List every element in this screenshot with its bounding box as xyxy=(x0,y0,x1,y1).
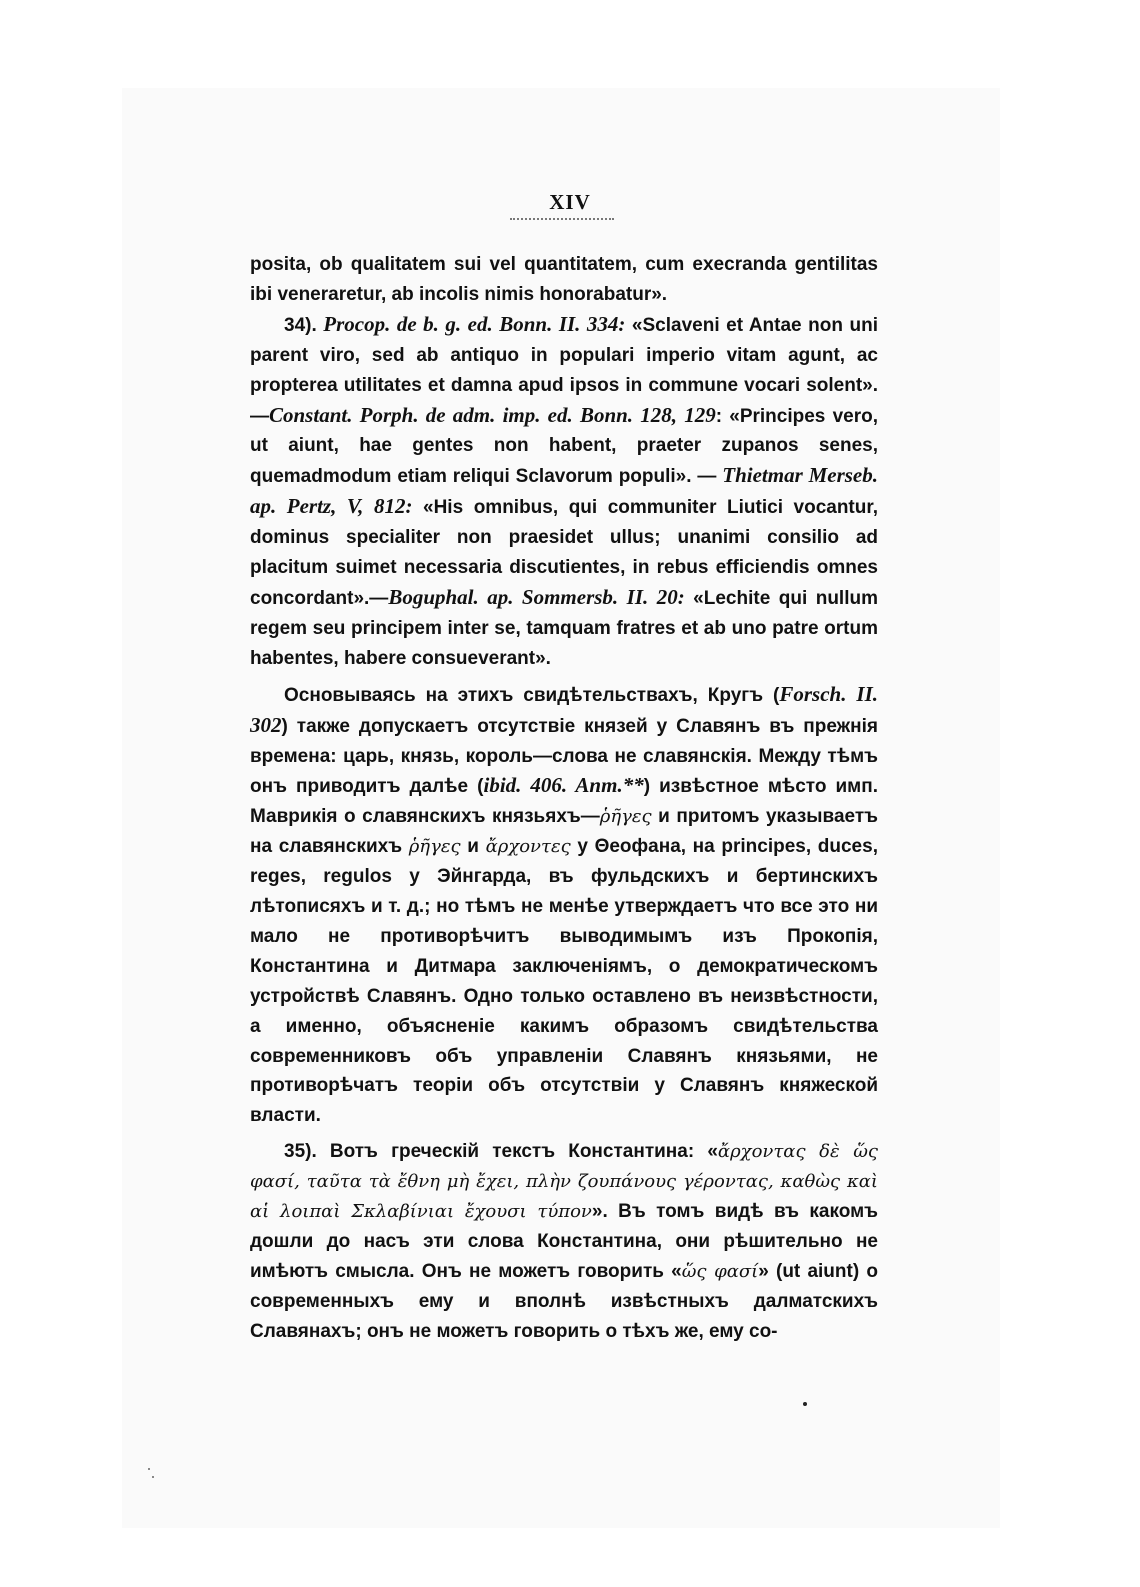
text-run: «Lechite qui nullum regem seu principem inter se, tamquam fratres et ab uno patre ortum habentes, habere consueverant». xyxy=(250,587,878,669)
greek-text: ἄρχοντας δὲ ὥς φασί, ταῦτα τὰ ἔθνη μὴ ἔχει, πλὴν ζουπάνους γέροντας, καθὼς καὶ αἱ λοιπαὶ Σκλαβίνιαι ἔχουσι τύπον xyxy=(250,1141,878,1223)
greek-text: ἄρχοντες xyxy=(485,836,571,858)
text-run: » (ut aiunt) о современныхъ ему и вполнѣ извѣстныхъ далматскихъ Славянахъ; онъ не можетъ говорить о тѣхъ же, ему со- xyxy=(250,1260,878,1342)
scan-speck xyxy=(152,1476,154,1478)
footnote-34 xyxy=(250,310,878,674)
body-text xyxy=(250,250,878,1347)
text-run: ) также допускаетъ отсутствіе князей у Славянъ въ прежнія времена: царь, князь, король—слова не славянскія. Между тѣмъ онъ приводитъ далѣе ( xyxy=(250,715,878,798)
text-run: Основываясь на этихъ свидѣтельствахъ, Кругъ ( xyxy=(284,684,780,706)
text-run: posita, ob qualitatem sui vel quantitatem, cum execranda gentilitas ibi veneraretur, ab incolis nimis honorabatur». xyxy=(250,254,878,305)
greek-text: ῥῆγες xyxy=(599,806,652,828)
ornamental-rule xyxy=(510,214,614,220)
paragraph-continuation xyxy=(250,250,878,310)
ink-dot xyxy=(803,1402,807,1406)
footnote-35 xyxy=(250,1137,878,1346)
greek-text: ῥῆγες xyxy=(408,836,461,858)
citation: Constant. Porph. de adm. imp. ed. Bonn. 128, 129 xyxy=(269,402,716,427)
citation: ibid. 406. Anm.** xyxy=(483,773,644,798)
scan-speck xyxy=(148,1468,150,1470)
text-run: ) извѣстное мѣсто имп. Маврикія о славянскихъ князьяхъ— xyxy=(250,776,878,828)
page-number: XIV xyxy=(549,190,591,214)
citation: Thietmar Merseb. ap. Pertz, V, 812: xyxy=(250,463,878,519)
paragraph-kruger-discussion xyxy=(250,680,878,1132)
citation: Boguphal. ap. Sommersb. II. 20: xyxy=(388,584,685,609)
text-run: ». Въ томъ видѣ въ какомъ дошли до насъ эти слова Константина, они рѣшительно не имѣютъ смысла. Онъ не можетъ говорить « xyxy=(250,1201,878,1282)
citation: Procop. de b. g. ed. Bonn. II. 334: xyxy=(323,311,626,336)
text-run: «His omnibus, qui communiter Liutici vocantur, dominus specialiter non praesidet ullus; unanimi consilio ad placitum suimet necessaria discutientes, in rebus efficiendis omnes concordant».— xyxy=(250,497,878,609)
text-run: : «Principes vero, ut aiunt, hae gentes non habent, praeter zupanos senes, quemadmodum etiam reliqui Sclavorum populi». — xyxy=(250,405,878,488)
text-run: и притомъ указываетъ на славянскихъ xyxy=(250,806,878,858)
citation: Forsch. II. 302 xyxy=(250,681,878,737)
greek-text: ὥς φασί xyxy=(681,1260,759,1282)
text-run: 34). xyxy=(284,314,324,336)
text-run: «Sclaveni et Antae non uni parent viro, sed ab antiquo in populari imperio vitam agunt, ac propterea utilitates et damna apud ipsos in commune vocari solent».— xyxy=(250,314,878,427)
text-run: у Θеофана, на principes, duces, reges, regulos у Эйнгарда, въ фульдскихъ и бертинскихъ лѣтописяхъ и т. д.; но тѣмъ не менѣе утверждаетъ что все это ни мало не противорѣчитъ выводимымъ изъ Прокопія, Константина и Дитмара заключеніямъ, о демократическомъ устройствѣ Славянъ. Одно только оставлено въ неизвѣстности, а именно, объясненіе какимъ образомъ свидѣтельства современниковъ объ управленіи Славянъ князьями, не противорѣчатъ теоріи объ отсутствіи у Славянъ княжеской власти. xyxy=(250,836,878,1127)
text-run: и xyxy=(460,836,486,858)
text-run: 35). Вотъ греческій текстъ Константина: « xyxy=(284,1141,718,1163)
